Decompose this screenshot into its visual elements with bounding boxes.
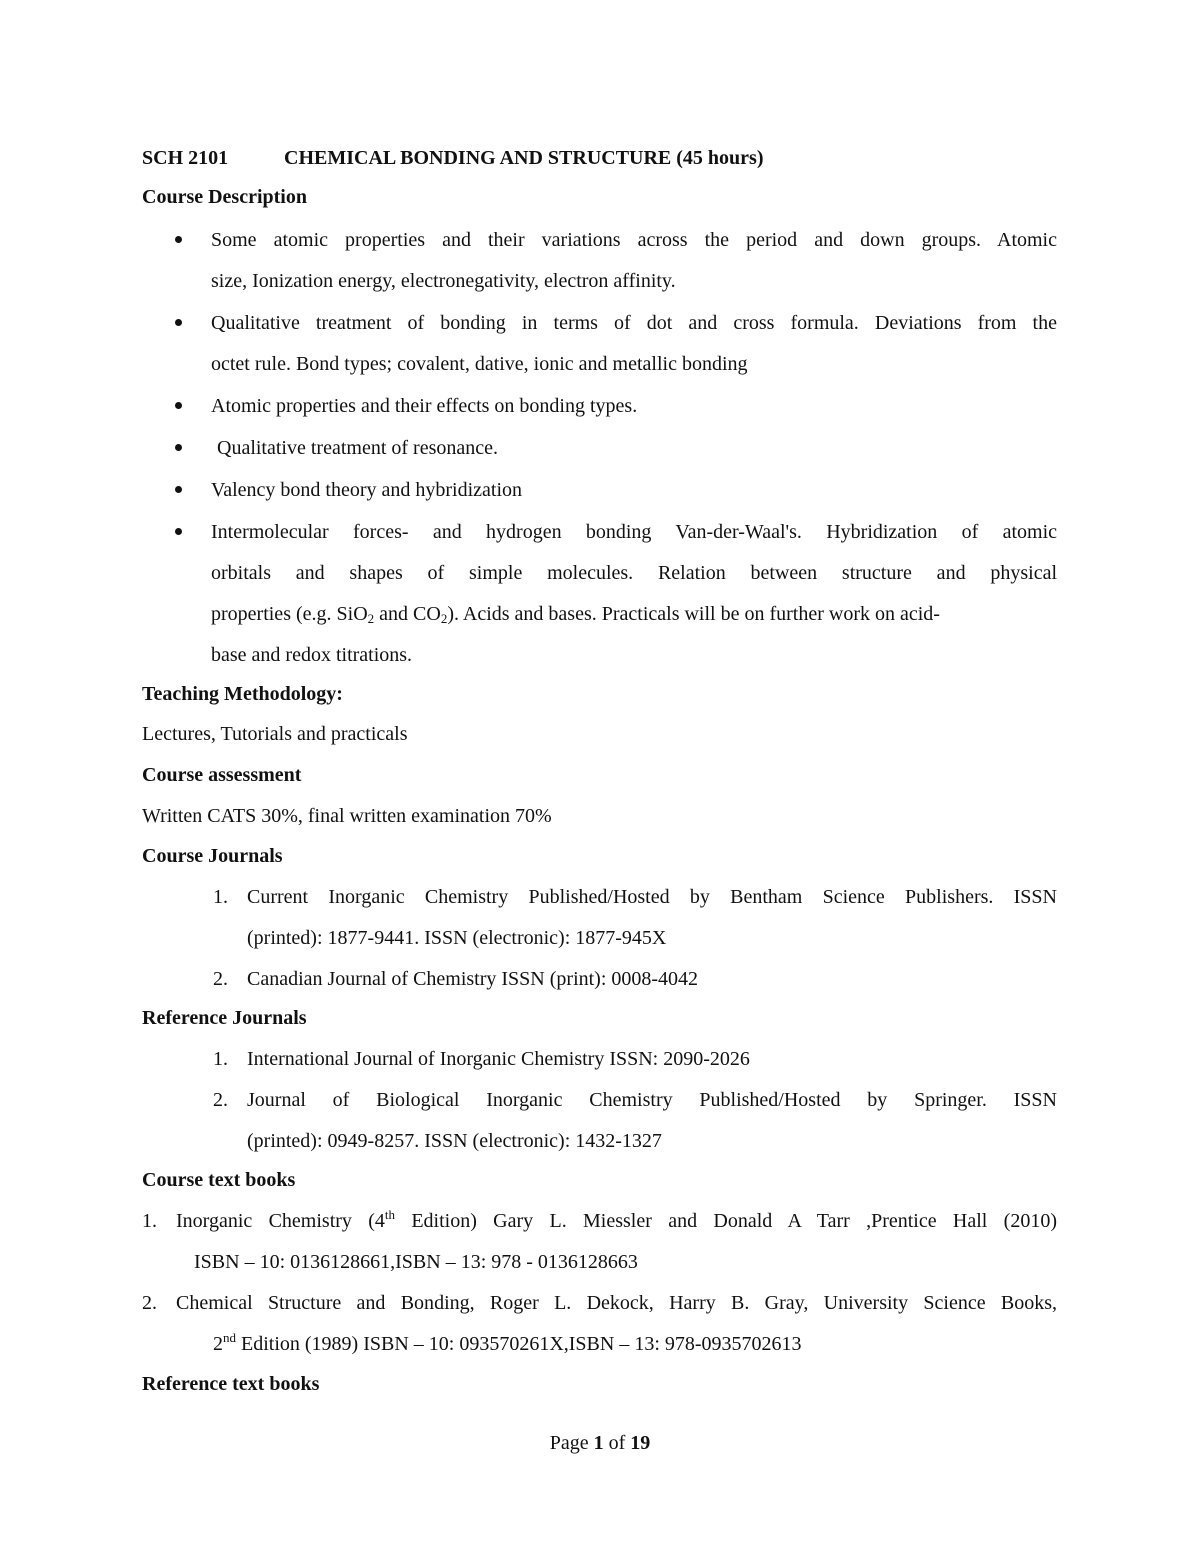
bullet-icon xyxy=(175,236,182,243)
course-code: SCH 2101 xyxy=(142,147,229,169)
bullet-icon xyxy=(175,402,182,409)
list-number: 2. xyxy=(213,968,228,990)
description-item-1-line-2: size, Ionization energy, electronegativity, electron affinity. xyxy=(211,270,676,292)
teaching-methodology-heading: Teaching Methodology: xyxy=(142,683,343,705)
description-item-6-line-1: Intermolecular forces- and hydrogen bonding Van-der-Waal's. Hybridization of atomic xyxy=(211,521,1057,543)
description-item-6-line-4: base and redox titrations. xyxy=(211,644,413,666)
course-assessment-text: Written CATS 30%, final written examination 70% xyxy=(142,805,552,827)
text-segment: Inorganic Chemistry (4 xyxy=(176,1210,385,1232)
total-pages: 19 xyxy=(630,1432,651,1454)
reference-journals-heading: Reference Journals xyxy=(142,1007,307,1029)
description-item-5: Valency bond theory and hybridization xyxy=(211,479,523,501)
text-segment: ). Acids and bases. Practicals will be on further work on acid- xyxy=(447,603,940,625)
reference-text-books-heading: Reference text books xyxy=(142,1373,320,1395)
bullet-icon xyxy=(175,486,182,493)
description-item-6-line-3 xyxy=(211,602,940,626)
description-item-2-line-1: Qualitative treatment of bonding in terms of dot and cross formula. Deviations from the xyxy=(211,312,1057,334)
course-assessment-heading: Course assessment xyxy=(142,764,302,786)
description-item-4: Qualitative treatment of resonance. xyxy=(217,437,498,459)
course-journal-2: Canadian Journal of Chemistry ISSN (print): 0008-4042 xyxy=(247,968,699,990)
text-segment: and CO xyxy=(374,603,441,625)
subscript: 2 xyxy=(367,611,375,626)
reference-journal-2-line-1: Journal of Biological Inorganic Chemistry Published/Hosted by Springer. ISSN xyxy=(247,1089,1057,1111)
course-title: CHEMICAL BONDING AND STRUCTURE (45 hours) xyxy=(284,147,764,169)
page-separator: of xyxy=(603,1432,631,1454)
text-book-1-line-1 xyxy=(176,1209,1057,1233)
course-journal-1-line-1: Current Inorganic Chemistry Published/Hosted by Bentham Science Publishers. ISSN xyxy=(247,886,1057,908)
course-text-books-heading: Course text books xyxy=(142,1169,296,1191)
current-page: 1 xyxy=(593,1432,604,1454)
list-number: 1. xyxy=(213,1048,228,1070)
text-segment: 2 xyxy=(213,1333,223,1355)
course-journals-heading: Course Journals xyxy=(142,845,283,867)
list-number: 2. xyxy=(142,1292,157,1314)
bullet-icon xyxy=(175,444,182,451)
list-number: 2. xyxy=(213,1089,228,1111)
course-description-heading: Course Description xyxy=(142,186,307,208)
superscript: nd xyxy=(223,1330,236,1345)
reference-journal-1: International Journal of Inorganic Chemistry ISSN: 2090-2026 xyxy=(247,1048,750,1070)
text-segment: Edition (1989) ISBN – 10: 093570261X,ISBN – 13: 978-0935702613 xyxy=(236,1333,802,1355)
teaching-methodology-text: Lectures, Tutorials and practicals xyxy=(142,723,408,745)
description-item-3: Atomic properties and their effects on bonding types. xyxy=(211,395,638,417)
bullet-icon xyxy=(175,528,182,535)
page-prefix: Page xyxy=(549,1432,594,1454)
reference-journal-2-line-2: (printed): 0949-8257. ISSN (electronic): 1432-1327 xyxy=(247,1130,662,1152)
text-book-2-line-2 xyxy=(213,1332,802,1356)
course-journal-1-line-2: (printed): 1877-9441. ISSN (electronic): 1877-945X xyxy=(247,927,667,949)
list-number: 1. xyxy=(213,886,228,908)
list-number: 1. xyxy=(142,1210,157,1232)
description-item-1-line-1: Some atomic properties and their variations across the period and down groups. Atomic xyxy=(211,229,1057,251)
text-book-1-line-2: ISBN – 10: 0136128661,ISBN – 13: 978 - 0136128663 xyxy=(194,1251,638,1273)
text-segment: Edition) Gary L. Miessler and Donald A Tarr ,Prentice Hall (2010) xyxy=(395,1210,1057,1232)
description-item-6-line-2: orbitals and shapes of simple molecules. Relation between structure and physical xyxy=(211,562,1057,584)
text-segment: properties (e.g. SiO xyxy=(211,603,368,625)
text-book-2-line-1: Chemical Structure and Bonding, Roger L. Dekock, Harry B. Gray, University Science Books, xyxy=(176,1292,1057,1314)
superscript: th xyxy=(384,1207,396,1222)
bullet-icon xyxy=(175,319,182,326)
subscript: 2 xyxy=(440,611,448,626)
page-number xyxy=(0,1431,1200,1455)
description-item-2-line-2: octet rule. Bond types; covalent, dative, ionic and metallic bonding xyxy=(211,353,748,375)
